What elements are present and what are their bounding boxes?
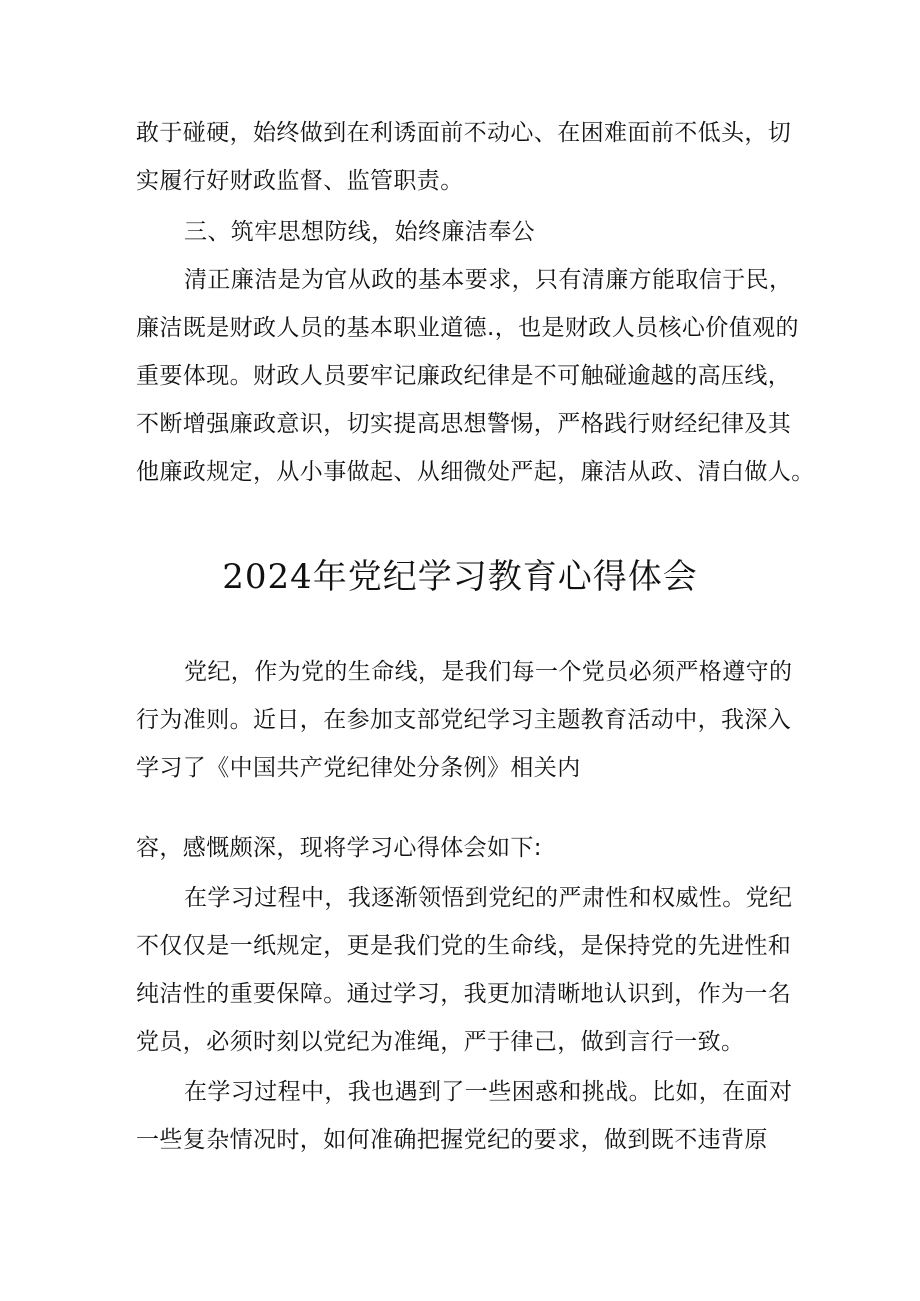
text-line: 行为准则。近日，在参加支部党纪学习主题教育活动中，我深入 [136, 707, 792, 733]
text-line: 在学习过程中，我也遇到了一些困惑和挑战。比如，在面对 [184, 1079, 793, 1105]
document-title: 2024年党纪学习教育心得体会 [222, 557, 698, 597]
text-line: 廉洁既是财政人员的基本职业道德.，也是财政人员核心价值观的 [136, 315, 799, 341]
text-line: 敢于碰硬，始终做到在利诱面前不动心、在困难面前不低头，切 [136, 120, 792, 146]
text-line: 他廉政规定，从小事做起、从细微处严起，廉洁从政、清白做人。 [136, 459, 815, 485]
text-line: 在学习过程中，我逐渐领悟到党纪的严肃性和权威性。党纪 [184, 885, 793, 911]
text-line: 一些复杂情况时，如何准确把握党纪的要求，做到既不违背原 [136, 1127, 768, 1153]
text-line: 纯洁性的重要保障。通过学习，我更加清晰地认识到，作为一名 [136, 981, 792, 1007]
text-line: 党纪，作为党的生命线，是我们每一个党员必须严格遵守的 [184, 659, 793, 685]
text-line: 实履行好财政监督、监管职责。 [136, 168, 464, 194]
section-heading: 三、筑牢思想防线，始终廉洁奉公 [184, 219, 535, 245]
text-line: 清正廉洁是为官从政的基本要求，只有清廉方能取信于民， [184, 267, 793, 293]
text-line: 不断增强廉政意识，切实提高思想警惕，严格践行财经纪律及其 [136, 411, 792, 437]
text-line: 重要体现。财政人员要牢记廉政纪律是不可触碰逾越的高压线， [136, 363, 792, 389]
text-line: 不仅仅是一纸规定，更是我们党的生命线，是保持党的先进性和 [136, 933, 792, 959]
text-line: 容，感慨颇深，现将学习心得体会如下: [136, 835, 542, 861]
text-line: 党员，必须时刻以党纪为准绳，严于律己，做到言行一致。 [136, 1029, 745, 1055]
text-line: 学习了《中国共产党纪律处分条例》相关内 [136, 755, 581, 781]
